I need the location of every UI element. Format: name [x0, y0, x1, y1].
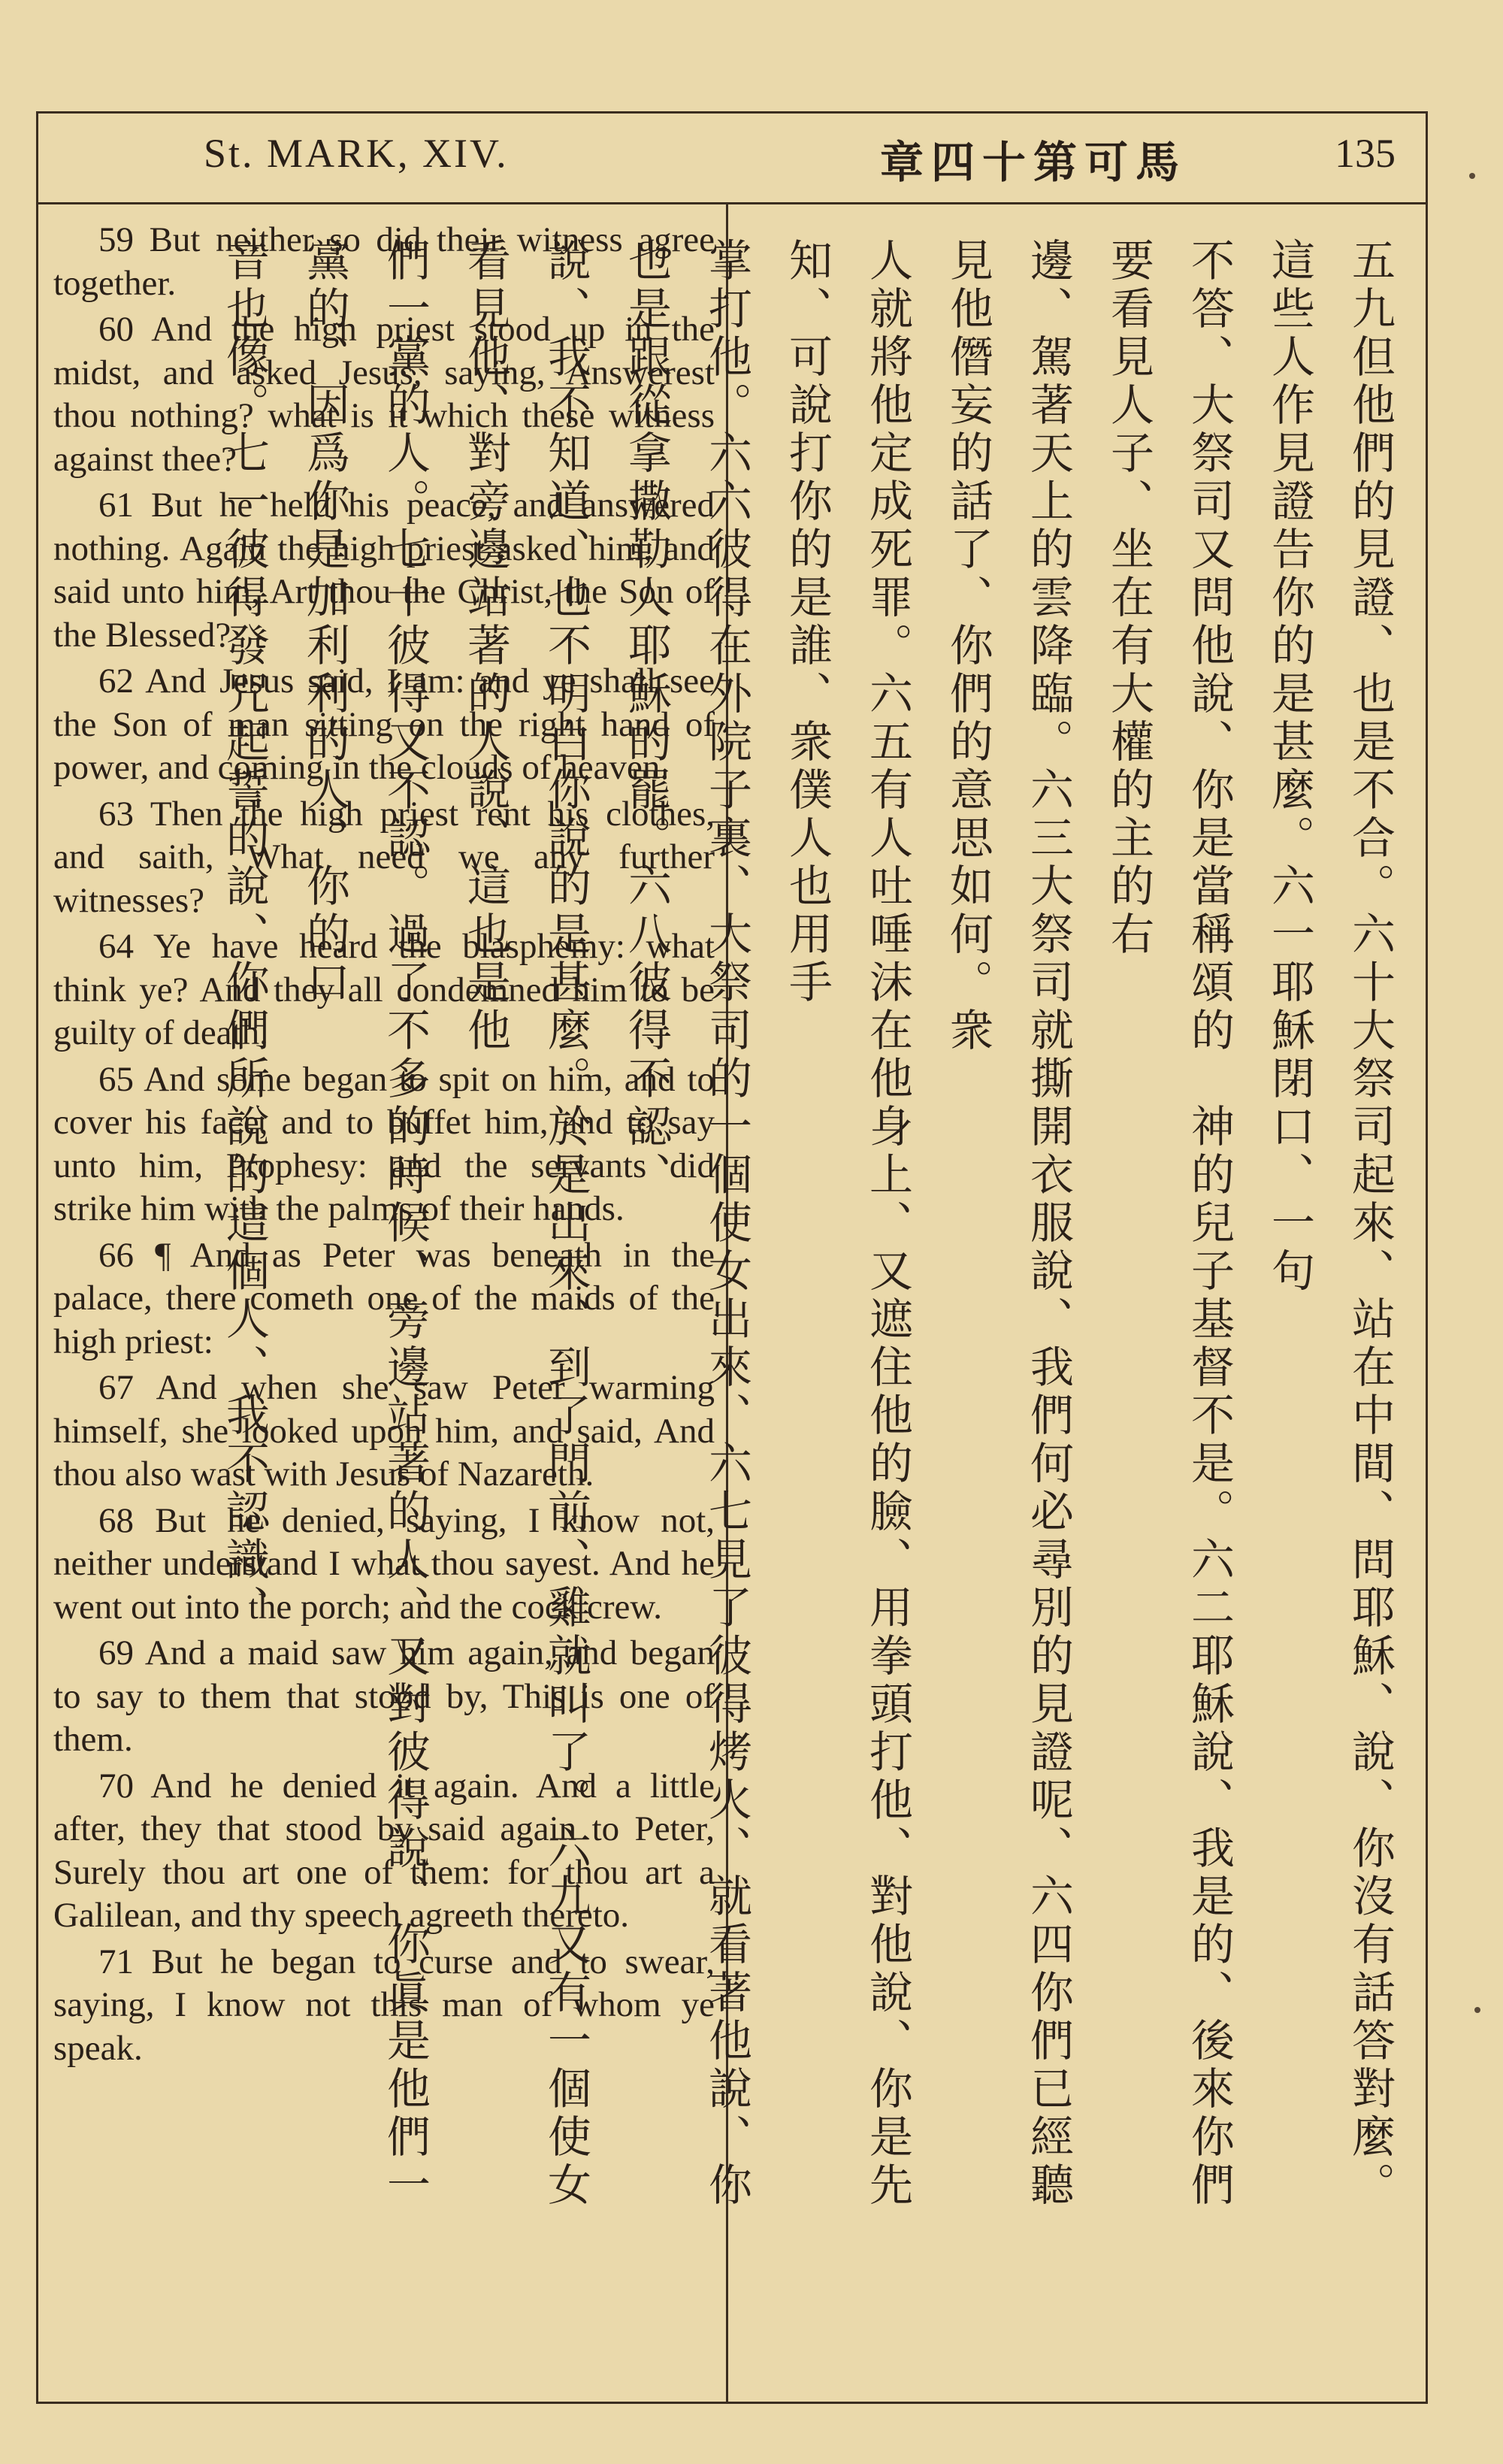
verse-70: 70 And he denied it again. And a little after, they that stood by said again to Peter, Surely thou art one of them: for thou art a Galilean, and thy speech agreeth thereto.: [53, 1766, 715, 1935]
verse-69: 69 And a maid saw him again, and began to say to them that stood by, This is one of them.: [53, 1633, 715, 1759]
chinese-line: 們一黨的人。七十彼得又不認。過了不多的時候、旁邊站著的人、又對彼得說、你眞是他們一黨的、因爲你是加利利的人、你的口: [299, 238, 431, 2210]
verse-66: 66 ¶ And as Peter was beneath in the palace, there cometh one of the maids of the high priest:: [53, 1235, 715, 1361]
verse-59: 59 But neither so did their witness agree together.: [53, 220, 715, 303]
margin-speck: [1474, 2007, 1480, 2013]
book-title-english: St. MARK, XIV.: [204, 131, 509, 176]
verse-68: 68 But he denied, saying, I know not, neither understand I what thou sayest. And he went out into the porch; and the cock crew.: [53, 1500, 715, 1627]
chinese-line: 音也像。七一彼得發咒起誓的說、你們所說的這個人、我不認識、: [219, 238, 270, 1633]
verse-64: 64 Ye have heard the blasphemy: what think ye? And they all condemned him to be guilty of death.: [53, 927, 715, 1052]
chinese-line: 邊、駕著天上的雲降臨。六三大祭司就撕開衣服說、我們何必尋別的見證呢、六四你們已經聽見他僭妄的話了、你們的意思如何。衆: [942, 238, 1074, 2210]
verse-62: 62 And Jesus said, I am: and ye shall see the Son of man sitting on the right hand of power, and coming in the clouds of heaven.: [53, 661, 715, 787]
chinese-line: 不答、大祭司又問他說、你是當稱頌的 神的兒子基督不是。六二耶穌說、我是的、後來你們要看見人子、坐在有大權的主的右: [1103, 238, 1235, 2210]
verse-61: 61 But he held his peace, and answered nothing. Again the high priest asked him, and said unto him, Art thou the Christ, the Son of the Blessed?: [53, 486, 715, 655]
verse-60: 60 And the high priest stood up in the midst, and asked Jesus, saying, Answerest thou nothing? what is it which these witness against thee?: [53, 310, 715, 479]
verse-63: 63 Then the high priest rent his clothes, and saith, What need we any further witnesses?: [53, 794, 715, 920]
chinese-line: 五九但他們的見證、也是不合。六十大祭司起來、站在中間、問耶穌、說、你沒有話答對麼。這些人作見證告你的是甚麼。六一耶穌閉口、一句: [1264, 238, 1396, 2210]
chinese-line: 掌打他。六六彼得在外院子裏、大祭司的一個使女出來、六七見了彼得烤火、就看著他說、你也是跟從拿撒勒人耶穌的罷。六八彼得不認、: [621, 238, 752, 2210]
page-number: 135: [1335, 131, 1396, 176]
verse-65: 65 And some began to spit on him, and to cover his face, and to buffet him, and to say unto him, Prophesy: and the servants did strike him with the palms of their hands.: [53, 1059, 715, 1228]
chinese-line: 說、我不知道、也不明白你說的是甚麼。於是出來、到了門前、雞就叫了。六九又有一個使女看見他、對旁邊站著的人說、這也是他: [460, 238, 591, 2210]
margin-speck: [1469, 173, 1475, 179]
verse-71: 71 But he began to curse and to swear, saying, I know not this man of whom ye speak.: [53, 1942, 715, 2068]
running-header: [38, 114, 1426, 204]
book-title-chinese: 章四十第可馬: [880, 137, 1187, 188]
page-frame: [36, 111, 1428, 2404]
verse-67: 67 And when she saw Peter warming himself, she looked upon him, and said, And thou also wast with Jesus of Nazareth.: [53, 1368, 715, 1494]
chinese-line: 人就將他定成死罪。六五有人吐唾沫在他身上、又遮住他的臉、用拳頭打他、對他說、你是先知、可說打你的是誰、衆僕人也用手: [782, 238, 913, 2210]
